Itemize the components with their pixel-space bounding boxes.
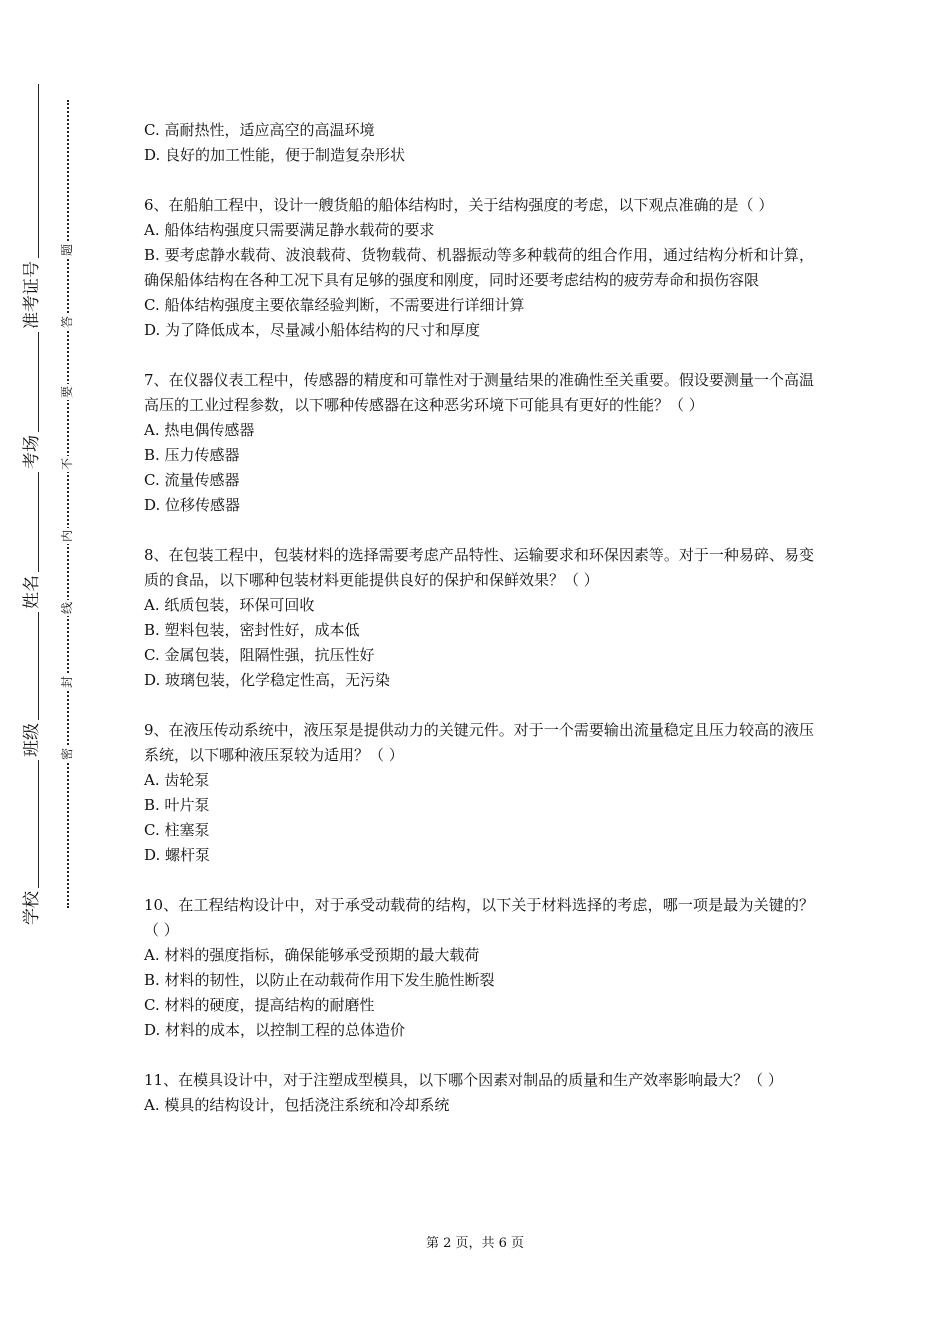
question-6-option-a: A. 船体结构强度只需要满足静水载荷的要求: [144, 221, 435, 239]
question-7-stem: 7、在仪器仪表工程中，传感器的精度和可靠性对于测量结果的准确性至关重要。假设要测量一个高温高压的工业过程参数，以下哪种传感器在这种恶劣环境下可能具有更好的性能？（ ）: [144, 371, 814, 414]
question-10-option-c: C. 材料的硬度，提高结构的耐磨性: [144, 996, 375, 1014]
field-exam-room-label: 考场: [22, 432, 42, 472]
question-8: [144, 543, 814, 693]
question-6-option-c: C. 船体结构强度主要依靠经验判断，不需要进行详细计算: [144, 296, 525, 314]
seal-char-ti: 题: [60, 243, 74, 256]
question-5-option-c: C. 高耐热性，适应高空的高温环境: [144, 121, 375, 139]
question-6-option-d: D. 为了降低成本，尽量减小船体结构的尺寸和厚度: [144, 321, 481, 339]
seal-char-da: 答: [60, 315, 74, 328]
seal-char-feng: 封: [60, 675, 74, 688]
question-8-option-d: D. 玻璃包装，化学稳定性高，无污染: [144, 671, 391, 689]
question-8-option-b: B. 塑料包装，密封性好，成本低: [144, 621, 360, 639]
question-7-option-c: C. 流量传感器: [144, 471, 240, 489]
question-6-stem: 6、在船舶工程中，设计一艘货船的船体结构时，关于结构强度的考虑，以下观点准确的是（ ）: [144, 196, 774, 214]
question-11-option-a: A. 模具的结构设计，包括浇注系统和冷却系统: [144, 1096, 450, 1114]
seal-char-mi: 密: [60, 747, 74, 760]
question-6-option-b: B. 要考虑静水载荷、波浪载荷、货物载荷、机器振动等多种载荷的组合作用，通过结构分析和计算，确保船体结构在各种工况下具有足够的强度和刚度，同时还要考虑结构的疲劳寿命和损伤容限: [144, 246, 814, 289]
seal-char-yao: 要: [60, 385, 74, 398]
question-7-option-b: B. 压力传感器: [144, 446, 240, 464]
seal-char-xian: 线: [60, 601, 74, 614]
question-8-option-a: A. 纸质包装，环保可回收: [144, 596, 315, 614]
field-admission-number-label: 准考证号: [22, 258, 42, 332]
question-5-option-d: D. 良好的加工性能，便于制造复杂形状: [144, 146, 406, 164]
question-11-stem: 11、在模具设计中，对于注塑成型模具，以下哪个因素对制品的质量和生产效率影响最大？（ ）: [144, 1071, 783, 1089]
question-9-option-b: B. 叶片泵: [144, 796, 210, 814]
question-11: [144, 1068, 814, 1118]
question-10-option-d: D. 材料的成本，以控制工程的总体造价: [144, 1021, 406, 1039]
question-9-option-d: D. 螺杆泵: [144, 846, 211, 864]
question-9-option-c: C. 柱塞泵: [144, 821, 210, 839]
question-7-option-a: A. 热电偶传感器: [144, 421, 255, 439]
question-10-option-a: A. 材料的强度指标，确保能够承受预期的最大载荷: [144, 946, 480, 964]
question-9-stem: 9、在液压传动系统中，液压泵是提供动力的关键元件。对于一个需要输出流量稳定且压力较高的液压系统，以下哪种液压泵较为适用？（ ）: [144, 721, 814, 764]
page-number-footer: 第 2 页，共 6 页: [425, 1236, 525, 1251]
field-class-label: 班级: [22, 720, 42, 760]
question-8-stem: 8、在包装工程中，包装材料的选择需要考虑产品特性、运输要求和环保因素等。对于一种易碎、易变质的食品，以下哪种包装材料更能提供良好的保护和保鲜效果？（ ）: [144, 546, 814, 589]
binding-solid-line: [38, 84, 39, 926]
question-6: [144, 193, 814, 343]
binding-dotted-line: [67, 100, 69, 908]
question-7-option-d: D. 位移传感器: [144, 496, 241, 514]
exam-content: [144, 118, 814, 1118]
field-school-label: 学校: [22, 888, 42, 928]
seal-char-nei: 内: [60, 529, 74, 542]
question-10-stem: 10、在工程结构设计中，对于承受动载荷的结构，以下关于材料选择的考虑，哪一项是最为关键的？（ ）: [144, 896, 814, 939]
question-9-option-a: A. 齿轮泵: [144, 771, 210, 789]
question-8-option-c: C. 金属包装，阻隔性强，抗压性好: [144, 646, 375, 664]
question-5-continuation: [144, 118, 814, 168]
question-7: [144, 368, 814, 518]
field-name-label: 姓名: [22, 572, 42, 612]
seal-char-bu: 不: [60, 457, 74, 470]
question-10-option-b: B. 材料的韧性，以防止在动载荷作用下发生脆性断裂: [144, 971, 495, 989]
question-9: [144, 718, 814, 868]
question-10: [144, 893, 814, 1043]
